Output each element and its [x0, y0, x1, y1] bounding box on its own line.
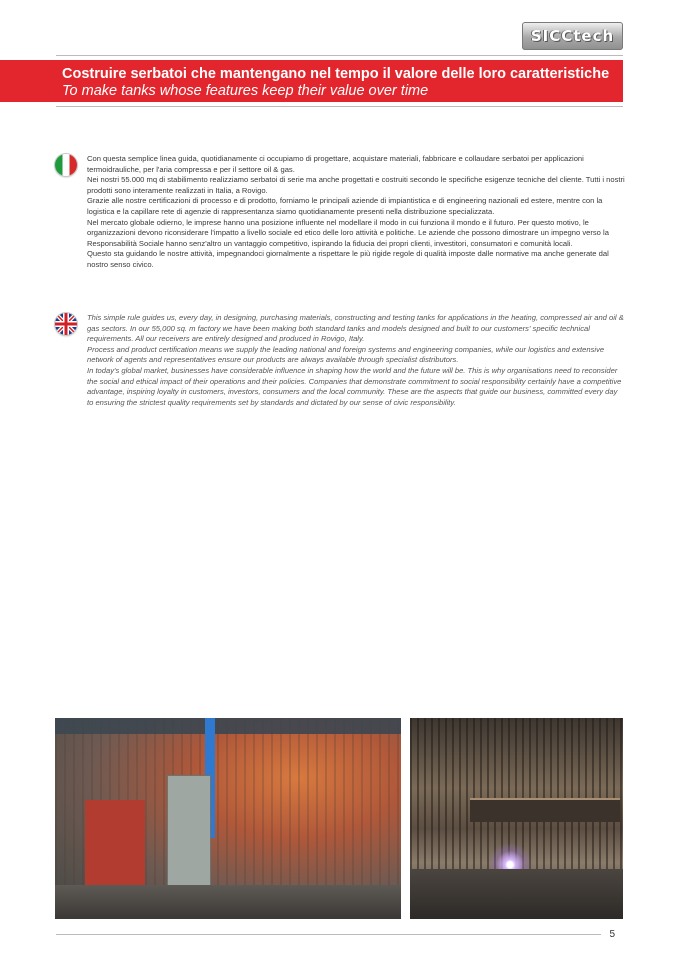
italy-flag-icon	[55, 154, 77, 176]
cutting-table	[410, 869, 623, 919]
italian-paragraph: Con questa semplice linea guida, quotidianamente ci occupiamo di progettare, acquistare materiali, fabbricare e collaudare serbatoi per applicazioni termoidrauliche, per l'aria compressa e per il settore oil & gas.	[87, 154, 584, 174]
page-number: 5	[609, 929, 615, 940]
banner-title-english: To make tanks whose features keep their value over time	[62, 83, 429, 99]
uk-flag-icon	[55, 313, 77, 335]
italian-paragraph: Questo sta guidando le nostre attività, impegnandoci giornalmente a rispettare le più rigide regole di qualità imposte dalle normative ma anche generate dal nostro senso civico.	[87, 249, 609, 269]
english-paragraph: Process and product certification means we supply the leading national and foreign systems and engineering companies, while our logistics and extensive network of agents and representatives ensure our products are always available through specialist distributors.	[87, 344, 605, 365]
italian-text-block	[87, 154, 625, 271]
footer-rule	[56, 934, 601, 935]
english-text-block	[87, 313, 625, 408]
cutting-gantry	[470, 798, 620, 822]
banner-title-italian: Costruire serbatoi che mantengano nel tempo il valore delle loro caratteristiche	[62, 66, 610, 82]
title-banner	[0, 60, 623, 102]
control-console	[85, 800, 145, 895]
factory-photo	[55, 718, 401, 919]
banner-rule	[56, 106, 623, 107]
italian-paragraph: Grazie alle nostre certificazioni di processo e di prodotto, forniamo le principali aziende di impiantistica e di engineering nazionali ed estere, mentre con la logistica e la capillare rete di agenzie di rappresentanza siamo quotidianamente presenti nella distribuzione specializzata.	[87, 196, 603, 216]
italian-paragraph: Nei nostri 55.000 mq di stabilimento realizziamo serbatoi di serie ma anche progettati e costruiti secondo le specifiche esigenze tecniche del cliente. Tutti i nostri prodotti sono interamente realizzati in Italia, a Rovigo.	[87, 175, 625, 195]
company-logo: SICCtech	[522, 22, 623, 50]
italian-paragraph: Nel mercato globale odierno, le imprese hanno una posizione influente nel modellare il modo in cui funziona il mondo e il futuro. Per questo motivo, le organizzazioni devono riconsiderare l'impatto a livello sociale ed etico delle loro attività e politiche. Le aziende che possono dimostrare un impegno verso la Responsabilità Sociale hanno senz'altro un vantaggio competitivo, ispirando la fiducia dei propri clienti, investitori, consumatori e comunità locali.	[87, 217, 609, 248]
english-paragraph: This simple rule guides us, every day, in designing, purchasing materials, constructing and testing tanks for applications in the heating, compressed air and oil & gas sectors. In our 55,000 sq. m factory we have been making both standard tanks and models designed and built to our customers' specific technical requirements. All our receivers are entirely designed and produced in Rovigo, Italy.	[87, 313, 624, 344]
header-rule	[56, 55, 623, 56]
plasma-cutting-photo	[410, 718, 623, 919]
english-paragraph: In today's global market, businesses have considerable influence in shaping how the world and the future will be. This is why organisations need to reconsider the social and ethical impact of their operations and their policies. Companies that demonstrate commitment to social responsibility certainly have a competitive advantage, inspiring loyalty in customers, investors, consumers and the local community. These are the aspects that guide our business, committed every day to ensuring the strictest quality requirements set by standards and dictated by our sense of civic responsibility.	[87, 365, 622, 407]
factory-floor	[55, 885, 401, 919]
